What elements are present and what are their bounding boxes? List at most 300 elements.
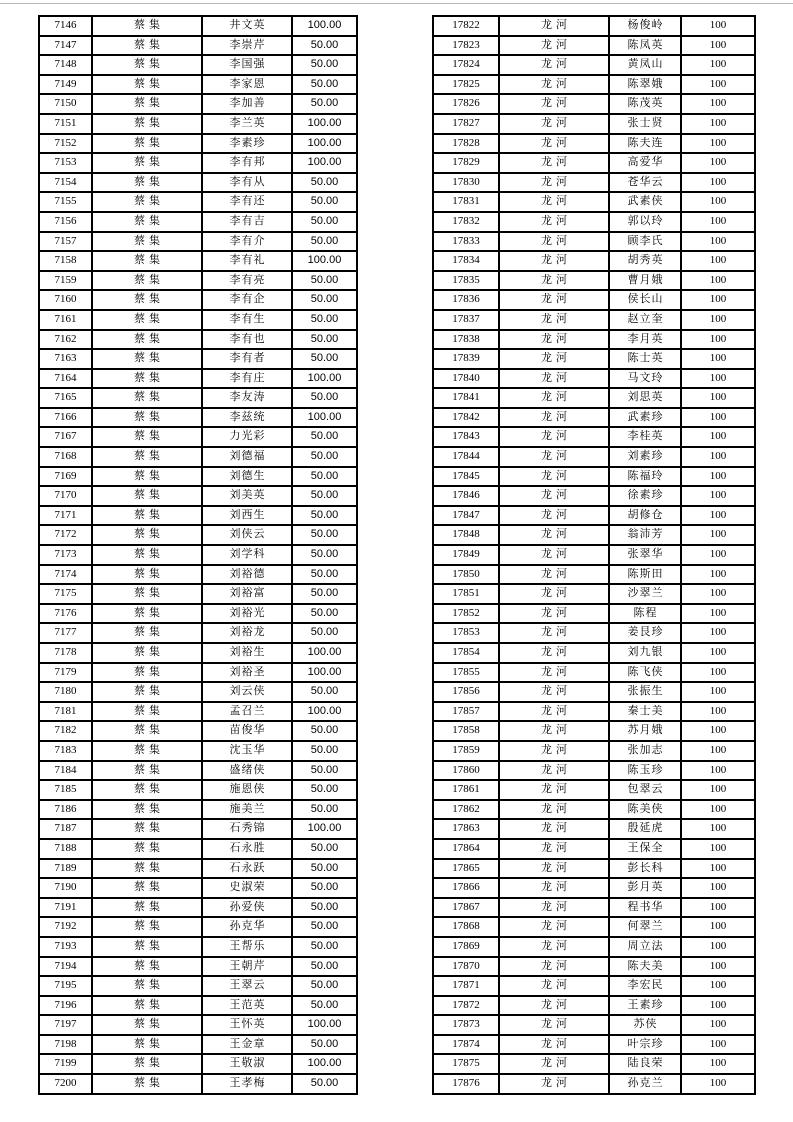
cell-name: 曹月娥 bbox=[609, 271, 681, 291]
table-row bbox=[39, 153, 357, 173]
table-row bbox=[39, 506, 357, 526]
cell-village: 龙河 bbox=[499, 134, 609, 154]
cell-village: 龙河 bbox=[499, 996, 609, 1016]
cell-village: 蔡集 bbox=[92, 996, 202, 1016]
table-row bbox=[39, 36, 357, 56]
cell-name: 刘德福 bbox=[202, 447, 292, 467]
table-row bbox=[39, 310, 357, 330]
table-row bbox=[433, 506, 755, 526]
table-row bbox=[433, 702, 755, 722]
cell-id: 7192 bbox=[39, 917, 92, 937]
table-row bbox=[433, 800, 755, 820]
cell-name: 李有从 bbox=[202, 173, 292, 193]
cell-id: 17836 bbox=[433, 290, 499, 310]
cell-village: 龙河 bbox=[499, 1015, 609, 1035]
table-row bbox=[39, 643, 357, 663]
cell-name: 顾李氏 bbox=[609, 232, 681, 252]
cell-name: 王范英 bbox=[202, 996, 292, 1016]
cell-village: 蔡集 bbox=[92, 819, 202, 839]
cell-amount: 50.00 bbox=[292, 36, 357, 56]
cell-village: 蔡集 bbox=[92, 780, 202, 800]
cell-amount: 50.00 bbox=[292, 232, 357, 252]
cell-id: 17846 bbox=[433, 486, 499, 506]
cell-name: 张振生 bbox=[609, 682, 681, 702]
cell-amount: 50.00 bbox=[292, 192, 357, 212]
cell-village: 蔡集 bbox=[92, 859, 202, 879]
cell-id: 17866 bbox=[433, 878, 499, 898]
cell-id: 7174 bbox=[39, 565, 92, 585]
cell-village: 龙河 bbox=[499, 604, 609, 624]
cell-name: 姜艮珍 bbox=[609, 623, 681, 643]
cell-village: 龙河 bbox=[499, 251, 609, 271]
cell-id: 17826 bbox=[433, 94, 499, 114]
table-row bbox=[39, 584, 357, 604]
cell-village: 龙河 bbox=[499, 957, 609, 977]
cell-name: 李有吉 bbox=[202, 212, 292, 232]
cell-name: 胡修仓 bbox=[609, 506, 681, 526]
table-row bbox=[39, 290, 357, 310]
table-row bbox=[433, 251, 755, 271]
cell-village: 蔡集 bbox=[92, 898, 202, 918]
cell-name: 郭以玲 bbox=[609, 212, 681, 232]
cell-id: 7186 bbox=[39, 800, 92, 820]
cell-name: 李有邦 bbox=[202, 153, 292, 173]
table-row bbox=[433, 55, 755, 75]
cell-village: 龙河 bbox=[499, 721, 609, 741]
cell-name: 包翠云 bbox=[609, 780, 681, 800]
table-row bbox=[39, 447, 357, 467]
cell-name: 武素珍 bbox=[609, 408, 681, 428]
cell-id: 7184 bbox=[39, 761, 92, 781]
cell-name: 陈程 bbox=[609, 604, 681, 624]
cell-amount: 100 bbox=[681, 1035, 755, 1055]
table-row bbox=[39, 114, 357, 134]
cell-name: 李月英 bbox=[609, 330, 681, 350]
table-row bbox=[39, 251, 357, 271]
cell-name: 李有者 bbox=[202, 349, 292, 369]
cell-village: 龙河 bbox=[499, 800, 609, 820]
cell-village: 蔡集 bbox=[92, 1074, 202, 1094]
table-row bbox=[39, 388, 357, 408]
table-row bbox=[433, 819, 755, 839]
cell-amount: 100 bbox=[681, 192, 755, 212]
table-row bbox=[433, 349, 755, 369]
cell-amount: 100 bbox=[681, 134, 755, 154]
table-row bbox=[39, 663, 357, 683]
cell-village: 蔡集 bbox=[92, 427, 202, 447]
cell-village: 龙河 bbox=[499, 1035, 609, 1055]
table-row bbox=[433, 427, 755, 447]
cell-village: 龙河 bbox=[499, 663, 609, 683]
cell-village: 蔡集 bbox=[92, 1035, 202, 1055]
table-row bbox=[39, 16, 357, 36]
cell-id: 7168 bbox=[39, 447, 92, 467]
cell-village: 蔡集 bbox=[92, 55, 202, 75]
table-row bbox=[433, 525, 755, 545]
cell-id: 7189 bbox=[39, 859, 92, 879]
cell-id: 17831 bbox=[433, 192, 499, 212]
table-row bbox=[433, 643, 755, 663]
cell-amount: 50.00 bbox=[292, 330, 357, 350]
cell-amount: 50.00 bbox=[292, 525, 357, 545]
cell-amount: 100 bbox=[681, 16, 755, 36]
table-row bbox=[39, 957, 357, 977]
cell-name: 王素珍 bbox=[609, 996, 681, 1016]
cell-amount: 50.00 bbox=[292, 957, 357, 977]
cell-id: 7158 bbox=[39, 251, 92, 271]
table-row bbox=[39, 721, 357, 741]
cell-village: 龙河 bbox=[499, 525, 609, 545]
cell-id: 7167 bbox=[39, 427, 92, 447]
table-row bbox=[39, 682, 357, 702]
cell-amount: 50.00 bbox=[292, 623, 357, 643]
table-row bbox=[433, 467, 755, 487]
table-row bbox=[433, 976, 755, 996]
cell-amount: 100 bbox=[681, 1015, 755, 1035]
cell-id: 7151 bbox=[39, 114, 92, 134]
cell-amount: 50.00 bbox=[292, 1035, 357, 1055]
cell-village: 龙河 bbox=[499, 898, 609, 918]
cell-name: 苏月娥 bbox=[609, 721, 681, 741]
cell-name: 刘西生 bbox=[202, 506, 292, 526]
cell-name: 王孝梅 bbox=[202, 1074, 292, 1094]
cell-id: 17849 bbox=[433, 545, 499, 565]
cell-id: 7164 bbox=[39, 369, 92, 389]
cell-name: 刘侠云 bbox=[202, 525, 292, 545]
table-row bbox=[433, 212, 755, 232]
page-top-rule bbox=[0, 3, 793, 4]
cell-id: 7148 bbox=[39, 55, 92, 75]
cell-village: 蔡集 bbox=[92, 408, 202, 428]
cell-village: 龙河 bbox=[499, 114, 609, 134]
cell-id: 7153 bbox=[39, 153, 92, 173]
cell-name: 刘裕生 bbox=[202, 643, 292, 663]
cell-village: 龙河 bbox=[499, 55, 609, 75]
table-row bbox=[39, 330, 357, 350]
cell-amount: 100 bbox=[681, 545, 755, 565]
table-row bbox=[433, 565, 755, 585]
cell-name: 王敬淑 bbox=[202, 1054, 292, 1074]
table-row bbox=[433, 780, 755, 800]
cell-amount: 50.00 bbox=[292, 212, 357, 232]
cell-village: 龙河 bbox=[499, 917, 609, 937]
cell-village: 龙河 bbox=[499, 859, 609, 879]
cell-id: 7152 bbox=[39, 134, 92, 154]
table-row bbox=[39, 212, 357, 232]
table-row bbox=[433, 75, 755, 95]
cell-village: 龙河 bbox=[499, 94, 609, 114]
cell-amount: 50.00 bbox=[292, 1074, 357, 1094]
table-row bbox=[433, 271, 755, 291]
cell-name: 李加善 bbox=[202, 94, 292, 114]
cell-village: 蔡集 bbox=[92, 937, 202, 957]
cell-id: 7169 bbox=[39, 467, 92, 487]
table-row bbox=[433, 114, 755, 134]
cell-amount: 100 bbox=[681, 75, 755, 95]
cell-name: 李友涛 bbox=[202, 388, 292, 408]
cell-amount: 100 bbox=[681, 721, 755, 741]
cell-amount: 100.00 bbox=[292, 251, 357, 271]
cell-name: 李国强 bbox=[202, 55, 292, 75]
cell-name: 王朝芹 bbox=[202, 957, 292, 977]
cell-amount: 50.00 bbox=[292, 447, 357, 467]
cell-village: 龙河 bbox=[499, 36, 609, 56]
cell-amount: 50.00 bbox=[292, 290, 357, 310]
table-row bbox=[433, 192, 755, 212]
cell-id: 17869 bbox=[433, 937, 499, 957]
cell-amount: 50.00 bbox=[292, 682, 357, 702]
cell-village: 蔡集 bbox=[92, 604, 202, 624]
cell-name: 程书华 bbox=[609, 898, 681, 918]
cell-amount: 100 bbox=[681, 917, 755, 937]
cell-village: 蔡集 bbox=[92, 584, 202, 604]
cell-amount: 100 bbox=[681, 467, 755, 487]
cell-name: 陈美侠 bbox=[609, 800, 681, 820]
cell-id: 7182 bbox=[39, 721, 92, 741]
cell-name: 张翠华 bbox=[609, 545, 681, 565]
cell-village: 蔡集 bbox=[92, 525, 202, 545]
cell-id: 7170 bbox=[39, 486, 92, 506]
cell-id: 17834 bbox=[433, 251, 499, 271]
cell-village: 龙河 bbox=[499, 486, 609, 506]
cell-village: 蔡集 bbox=[92, 75, 202, 95]
cell-village: 蔡集 bbox=[92, 467, 202, 487]
cell-name: 李有庄 bbox=[202, 369, 292, 389]
cell-village: 龙河 bbox=[499, 388, 609, 408]
table-row bbox=[433, 623, 755, 643]
cell-name: 李宏民 bbox=[609, 976, 681, 996]
cell-id: 17857 bbox=[433, 702, 499, 722]
cell-name: 翁沛芳 bbox=[609, 525, 681, 545]
table-row bbox=[433, 741, 755, 761]
cell-village: 蔡集 bbox=[92, 1015, 202, 1035]
cell-id: 7177 bbox=[39, 623, 92, 643]
table-row bbox=[39, 761, 357, 781]
table-row bbox=[39, 75, 357, 95]
cell-id: 17842 bbox=[433, 408, 499, 428]
cell-name: 侯长山 bbox=[609, 290, 681, 310]
cell-id: 17851 bbox=[433, 584, 499, 604]
cell-village: 龙河 bbox=[499, 369, 609, 389]
table-row bbox=[433, 290, 755, 310]
cell-name: 高爱华 bbox=[609, 153, 681, 173]
cell-amount: 50.00 bbox=[292, 937, 357, 957]
cell-village: 龙河 bbox=[499, 447, 609, 467]
cell-name: 孟召兰 bbox=[202, 702, 292, 722]
cell-amount: 100 bbox=[681, 290, 755, 310]
cell-name: 殷延虎 bbox=[609, 819, 681, 839]
cell-name: 史淑荣 bbox=[202, 878, 292, 898]
cell-name: 周立法 bbox=[609, 937, 681, 957]
cell-village: 蔡集 bbox=[92, 721, 202, 741]
cell-name: 李有礼 bbox=[202, 251, 292, 271]
cell-village: 蔡集 bbox=[92, 623, 202, 643]
table-row bbox=[433, 917, 755, 937]
table-row bbox=[39, 937, 357, 957]
cell-name: 李有企 bbox=[202, 290, 292, 310]
cell-name: 张士贤 bbox=[609, 114, 681, 134]
cell-amount: 100 bbox=[681, 330, 755, 350]
table-row bbox=[433, 937, 755, 957]
cell-village: 龙河 bbox=[499, 682, 609, 702]
cell-name: 李桂英 bbox=[609, 427, 681, 447]
table-row bbox=[433, 957, 755, 977]
cell-name: 李有还 bbox=[202, 192, 292, 212]
cell-amount: 100.00 bbox=[292, 369, 357, 389]
cell-id: 17859 bbox=[433, 741, 499, 761]
cell-village: 龙河 bbox=[499, 330, 609, 350]
cell-id: 17845 bbox=[433, 467, 499, 487]
cell-id: 17829 bbox=[433, 153, 499, 173]
table-row bbox=[39, 780, 357, 800]
table-row bbox=[39, 878, 357, 898]
cell-village: 龙河 bbox=[499, 349, 609, 369]
cell-name: 陈夫美 bbox=[609, 957, 681, 977]
cell-id: 17833 bbox=[433, 232, 499, 252]
cell-village: 蔡集 bbox=[92, 212, 202, 232]
cell-village: 龙河 bbox=[499, 408, 609, 428]
cell-amount: 50.00 bbox=[292, 349, 357, 369]
table-row bbox=[433, 663, 755, 683]
cell-id: 7190 bbox=[39, 878, 92, 898]
cell-village: 蔡集 bbox=[92, 682, 202, 702]
table-row bbox=[433, 408, 755, 428]
cell-amount: 50.00 bbox=[292, 545, 357, 565]
table-row bbox=[433, 232, 755, 252]
cell-id: 7195 bbox=[39, 976, 92, 996]
cell-id: 17862 bbox=[433, 800, 499, 820]
table-row bbox=[433, 369, 755, 389]
table-row bbox=[433, 330, 755, 350]
cell-id: 7187 bbox=[39, 819, 92, 839]
cell-amount: 50.00 bbox=[292, 271, 357, 291]
cell-village: 蔡集 bbox=[92, 447, 202, 467]
cell-village: 蔡集 bbox=[92, 94, 202, 114]
cell-amount: 100 bbox=[681, 898, 755, 918]
table-row bbox=[39, 545, 357, 565]
cell-amount: 100 bbox=[681, 604, 755, 624]
cell-name: 胡秀英 bbox=[609, 251, 681, 271]
cell-village: 蔡集 bbox=[92, 663, 202, 683]
cell-id: 17876 bbox=[433, 1074, 499, 1094]
table-row bbox=[433, 310, 755, 330]
cell-amount: 100 bbox=[681, 153, 755, 173]
table-row bbox=[39, 996, 357, 1016]
cell-village: 龙河 bbox=[499, 75, 609, 95]
cell-id: 7155 bbox=[39, 192, 92, 212]
cell-amount: 50.00 bbox=[292, 780, 357, 800]
cell-name: 陈翠娥 bbox=[609, 75, 681, 95]
cell-id: 7160 bbox=[39, 290, 92, 310]
cell-amount: 100 bbox=[681, 819, 755, 839]
cell-village: 龙河 bbox=[499, 545, 609, 565]
cell-id: 7181 bbox=[39, 702, 92, 722]
cell-id: 7183 bbox=[39, 741, 92, 761]
cell-village: 龙河 bbox=[499, 565, 609, 585]
cell-id: 17852 bbox=[433, 604, 499, 624]
cell-id: 17823 bbox=[433, 36, 499, 56]
cell-amount: 100 bbox=[681, 114, 755, 134]
cell-id: 17832 bbox=[433, 212, 499, 232]
cell-name: 刘美英 bbox=[202, 486, 292, 506]
cell-name: 孙克华 bbox=[202, 917, 292, 937]
cell-village: 蔡集 bbox=[92, 878, 202, 898]
cell-village: 蔡集 bbox=[92, 761, 202, 781]
cell-name: 王怀英 bbox=[202, 1015, 292, 1035]
cell-id: 17824 bbox=[433, 55, 499, 75]
table-row bbox=[433, 134, 755, 154]
cell-id: 17853 bbox=[433, 623, 499, 643]
roster-table-right bbox=[432, 15, 756, 1095]
cell-village: 龙河 bbox=[499, 467, 609, 487]
cell-amount: 50.00 bbox=[292, 310, 357, 330]
cell-amount: 100 bbox=[681, 369, 755, 389]
table-row bbox=[39, 819, 357, 839]
cell-amount: 100 bbox=[681, 251, 755, 271]
roster-table-left bbox=[38, 15, 358, 1095]
cell-amount: 50.00 bbox=[292, 741, 357, 761]
table-row bbox=[39, 173, 357, 193]
cell-amount: 50.00 bbox=[292, 75, 357, 95]
cell-name: 刘德生 bbox=[202, 467, 292, 487]
cell-id: 7156 bbox=[39, 212, 92, 232]
cell-name: 武素侠 bbox=[609, 192, 681, 212]
cell-id: 17875 bbox=[433, 1054, 499, 1074]
cell-id: 7179 bbox=[39, 663, 92, 683]
cell-amount: 50.00 bbox=[292, 388, 357, 408]
cell-amount: 100.00 bbox=[292, 1015, 357, 1035]
roster-table-right-body bbox=[433, 16, 755, 1094]
cell-name: 石秀锦 bbox=[202, 819, 292, 839]
cell-amount: 50.00 bbox=[292, 800, 357, 820]
cell-village: 蔡集 bbox=[92, 36, 202, 56]
cell-amount: 50.00 bbox=[292, 94, 357, 114]
table-row bbox=[39, 192, 357, 212]
table-row bbox=[433, 173, 755, 193]
cell-village: 蔡集 bbox=[92, 1054, 202, 1074]
cell-name: 马文玲 bbox=[609, 369, 681, 389]
cell-name: 王金章 bbox=[202, 1035, 292, 1055]
cell-name: 刘学科 bbox=[202, 545, 292, 565]
table-row bbox=[433, 486, 755, 506]
cell-id: 17873 bbox=[433, 1015, 499, 1035]
cell-name: 井文英 bbox=[202, 16, 292, 36]
cell-name: 李兰英 bbox=[202, 114, 292, 134]
cell-id: 17841 bbox=[433, 388, 499, 408]
table-row bbox=[433, 761, 755, 781]
table-row bbox=[433, 898, 755, 918]
cell-village: 龙河 bbox=[499, 232, 609, 252]
cell-village: 龙河 bbox=[499, 173, 609, 193]
cell-name: 刘裕圣 bbox=[202, 663, 292, 683]
cell-id: 17839 bbox=[433, 349, 499, 369]
table-row bbox=[433, 1035, 755, 1055]
table-row bbox=[39, 1054, 357, 1074]
cell-amount: 100 bbox=[681, 486, 755, 506]
cell-village: 蔡集 bbox=[92, 388, 202, 408]
table-row bbox=[433, 153, 755, 173]
cell-id: 17864 bbox=[433, 839, 499, 859]
cell-village: 蔡集 bbox=[92, 486, 202, 506]
cell-id: 17828 bbox=[433, 134, 499, 154]
cell-amount: 50.00 bbox=[292, 721, 357, 741]
cell-id: 7166 bbox=[39, 408, 92, 428]
cell-id: 17840 bbox=[433, 369, 499, 389]
cell-village: 龙河 bbox=[499, 584, 609, 604]
cell-village: 龙河 bbox=[499, 780, 609, 800]
cell-amount: 100.00 bbox=[292, 643, 357, 663]
cell-name: 沙翠兰 bbox=[609, 584, 681, 604]
